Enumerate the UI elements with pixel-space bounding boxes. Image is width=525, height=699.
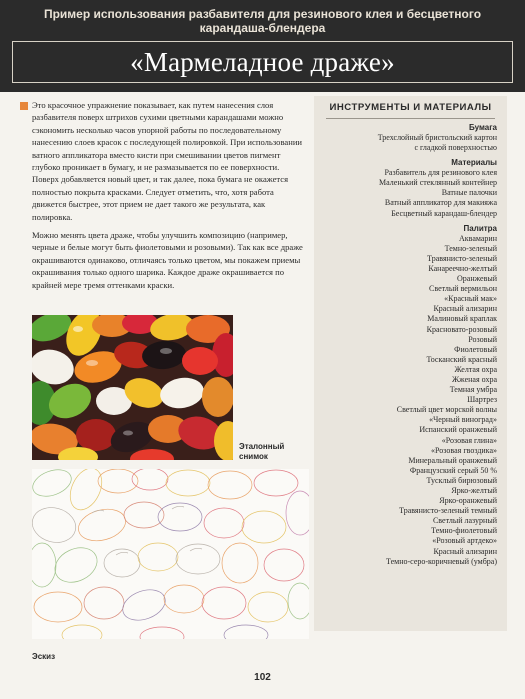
list-item: Красный ализарин — [433, 546, 497, 556]
list-item: Ватные палочки — [441, 188, 497, 198]
list-item: Канареечно-желтый — [428, 263, 497, 273]
list-item: Светлый цвет морской волны — [396, 405, 497, 415]
list-item: Светлый лазурный — [432, 516, 497, 526]
list-item: Темно-зеленый — [444, 243, 497, 253]
list-item: Ватный аппликатор для макияжа — [384, 198, 497, 208]
list-item: Маленький стеклянный контейнер — [379, 178, 497, 188]
list-item: Малиновый краплак — [427, 314, 497, 324]
group-heading: Бумага — [468, 123, 497, 132]
list-item: Бесцветный карандаш-блендер — [391, 208, 497, 218]
list-item: Темно-серо-коричневый (умбра) — [386, 556, 497, 566]
list-item: Шартрез — [467, 395, 497, 405]
outline-sketch — [32, 469, 309, 639]
paragraph-marker — [20, 102, 28, 110]
group-materials — [320, 158, 497, 218]
header-subtitle: Пример использования разбавителя для резинового клея и бесцветного карандаша-блендера — [43, 7, 482, 35]
list-item: Розовый — [468, 334, 497, 344]
list-item: Желтая охра — [454, 364, 497, 374]
list-item: Минеральный оранжевый — [408, 455, 497, 465]
list-item: Красновато-розовый — [426, 324, 497, 334]
list-item: «Розовый артдеко» — [432, 536, 497, 546]
list-item: Светлый вермильон — [429, 284, 497, 294]
list-item: с гладкой поверхностью — [414, 143, 497, 153]
page-title: «Мармеладное драже» — [130, 46, 395, 77]
group-palette — [320, 224, 497, 567]
body-text — [32, 99, 305, 297]
list-item: Темно-фиолетовый — [431, 526, 497, 536]
list-item: Французский серый 50 % — [409, 465, 497, 475]
sketch-caption: Эскиз — [32, 652, 56, 661]
list-item: Жженая охра — [451, 374, 497, 384]
list-item: Аквамарин — [458, 233, 497, 243]
header-banner — [0, 0, 525, 92]
list-item: Тусклый бирюзовый — [426, 475, 497, 485]
reference-photo-caption: Эталонный снимок — [239, 442, 285, 461]
list-item: Травянисто-зеленый темный — [399, 506, 497, 516]
title-frame — [12, 41, 513, 83]
paragraph-2: Можно менять цвета драже, чтобы улучшить композицию (например, черные и белые могут быть фиолетовыми и розовыми). Так как все драже окрашиваются одинаково, отличаясь только цветом, мы покажем приемы окрашивания только одного шарика. Каждое драже окрашивается по крайней мере тремя оттенками краски. — [32, 230, 303, 290]
list-item: «Красный мак» — [444, 294, 497, 304]
sidebar-title: ИНСТРУМЕНТЫ И МАТЕРИАЛЫ — [329, 102, 492, 113]
list-item: Темная умбра — [449, 385, 497, 395]
list-item: Фиолетовый — [454, 344, 497, 354]
materials-sidebar — [314, 96, 507, 631]
list-item: Испанский оранжевый — [419, 425, 497, 435]
list-item: Разбавитель для резинового клея — [384, 168, 497, 178]
group-heading: Палитра — [463, 223, 497, 233]
group-paper — [320, 123, 497, 153]
page-number: 102 — [254, 672, 271, 683]
list-item: Травянисто-зеленый — [427, 253, 497, 263]
group-heading: Материалы — [451, 158, 497, 168]
list-item: Оранжевый — [456, 274, 497, 284]
list-item: «Розовая глина» — [441, 435, 497, 445]
list-item: «Розовая гвоздика» — [431, 445, 497, 455]
paragraph-1: Это красочное упражнение показывает, как путем нанесения слоя разбавителя поверх штрихов сухими цветными карандашами можно сэкономить несколько часов упорной работы по последовательному нанесению слоев красок с последующей полировкой. При использовании ватного аппликатора вместо кисти при смешивании цветов пигмент глубоко проникает в бумагу, и не размазывается по ее поверхности. Поверх добавляется новый цвет, и так далее, пока бумага не окажется полностью покрыта красками. Следует отметить, что, хотя работа движется быстрее, этот прием не дает такого же результата, как полировка. — [32, 100, 303, 222]
list-item: Трехслойный бристольский картон — [377, 133, 497, 142]
list-item: Красный ализарин — [433, 304, 497, 314]
reference-photo — [32, 315, 233, 460]
list-item: Тосканский красный — [426, 354, 497, 364]
list-item: Ярко-желтый — [451, 486, 497, 495]
list-item: «Черный виноград» — [429, 415, 497, 425]
sidebar-body — [320, 123, 497, 572]
sidebar-divider — [326, 118, 495, 119]
list-item: Ярко-оранжевый — [439, 496, 497, 506]
